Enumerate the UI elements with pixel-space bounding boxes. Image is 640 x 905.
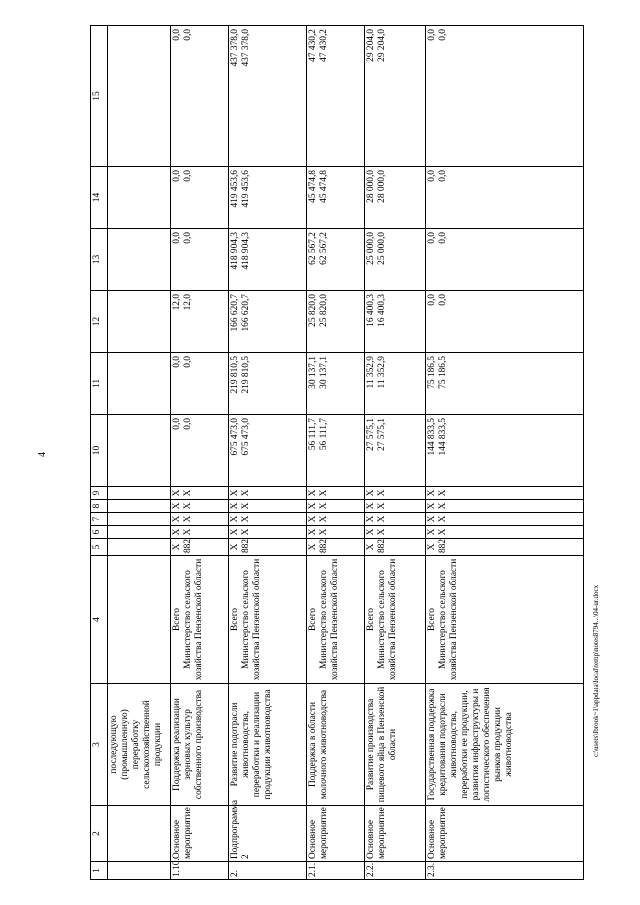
amount-value: 25 000,0 xyxy=(366,232,377,265)
amount-value: 144 833,5 xyxy=(427,418,438,456)
code-c5 xyxy=(365,539,426,556)
amount-value: 0,0 xyxy=(171,356,182,368)
code-value: Х xyxy=(319,528,330,536)
amount-value: 0,0 xyxy=(171,170,182,182)
row-number: 2.3. xyxy=(426,862,584,880)
amount-value: 144 833,5 xyxy=(438,418,449,456)
amount-value: 437 378,0 xyxy=(230,29,241,67)
code-value: Х xyxy=(427,528,438,536)
amount-c13 xyxy=(108,229,171,291)
amount-c14 xyxy=(426,167,584,229)
amount-value: 219 810,5 xyxy=(230,356,241,394)
amount-value: 28 000,0 xyxy=(377,170,388,203)
column-number-13: 13 xyxy=(91,229,108,291)
code-value: Х xyxy=(182,515,193,523)
code-value: Х xyxy=(241,502,252,510)
amount-c12 xyxy=(307,291,365,353)
column-number-4: 4 xyxy=(91,556,108,684)
code-value: Х xyxy=(308,543,319,551)
amount-value: 47 430,2 xyxy=(308,29,319,62)
amount-c15 xyxy=(426,26,584,167)
code-value: Х xyxy=(427,502,438,510)
amount-c12 xyxy=(108,291,171,353)
column-number-9: 9 xyxy=(91,487,108,500)
amount-value: 0,0 xyxy=(182,232,193,244)
code-c5 xyxy=(108,539,171,556)
code-c5 xyxy=(170,539,228,556)
amount-c15 xyxy=(108,26,171,167)
amount-c14 xyxy=(108,167,171,229)
amount-value: 27 575,1 xyxy=(366,418,377,451)
responsible-executor xyxy=(365,556,426,684)
code-c5 xyxy=(229,539,307,556)
column-number-3: 3 xyxy=(91,684,108,806)
code-c9 xyxy=(229,487,307,500)
column-number-2: 2 xyxy=(91,806,108,862)
code-c6 xyxy=(307,526,365,539)
code-value: 882 xyxy=(241,538,252,553)
column-number-5: 5 xyxy=(91,539,108,556)
amount-c12 xyxy=(229,291,307,353)
code-c9 xyxy=(307,487,365,500)
executor-label: Всего xyxy=(308,608,319,631)
table-row xyxy=(426,26,584,880)
amount-value: 47 430,2 xyxy=(319,29,330,62)
amount-value: 0,0 xyxy=(182,29,193,41)
amount-c11 xyxy=(307,353,365,415)
column-number-6: 6 xyxy=(91,526,108,539)
amount-value: 11 352,9 xyxy=(366,356,377,389)
row-number xyxy=(108,862,171,880)
amount-value: 29 204,0 xyxy=(366,29,377,62)
code-value: Х xyxy=(377,489,388,497)
code-value: Х xyxy=(241,489,252,497)
row-number: 2.1. xyxy=(307,862,365,880)
table-body xyxy=(108,26,584,880)
amount-value: 16 400,3 xyxy=(366,294,377,327)
row-number: 1.10. xyxy=(170,862,228,880)
executor-label: Всего xyxy=(427,608,438,631)
amount-c12 xyxy=(426,291,584,353)
code-value: Х xyxy=(171,502,182,510)
amount-value: 28 000,0 xyxy=(366,170,377,203)
code-c7 xyxy=(426,513,584,526)
code-c8 xyxy=(426,500,584,513)
code-c7 xyxy=(170,513,228,526)
code-value: Х xyxy=(427,543,438,551)
code-c8 xyxy=(365,500,426,513)
code-value: Х xyxy=(319,515,330,523)
event-name: Развитие подотрасли животноводства, переработки и реализации продукции животноводства xyxy=(229,684,307,806)
code-c6 xyxy=(365,526,426,539)
code-value: Х xyxy=(230,528,241,536)
code-value: 882 xyxy=(319,538,330,553)
amount-value: 0,0 xyxy=(171,232,182,244)
executor-label: Министерство сельского хозяйства Пензенской области xyxy=(241,558,263,681)
code-value: Х xyxy=(308,489,319,497)
code-value: Х xyxy=(230,502,241,510)
event-type: Основное мероприятие xyxy=(426,806,584,862)
amount-value: 30 137,1 xyxy=(308,356,319,389)
event-name: Поддержка в области молочного животноводства xyxy=(307,684,365,806)
code-c9 xyxy=(426,487,584,500)
code-value: Х xyxy=(438,528,449,536)
event-type: Основное мероприятие xyxy=(170,806,228,862)
code-value: Х xyxy=(182,528,193,536)
amount-value: 0,0 xyxy=(182,170,193,182)
amount-c10 xyxy=(170,415,228,487)
page-number: 4 xyxy=(37,452,48,457)
amount-c15 xyxy=(307,26,365,167)
amount-value: 0,0 xyxy=(438,170,449,182)
code-c8 xyxy=(307,500,365,513)
amount-c11 xyxy=(108,353,171,415)
table-row xyxy=(108,26,171,880)
code-value: Х xyxy=(366,528,377,536)
code-value: Х xyxy=(230,489,241,497)
row-number: 2. xyxy=(229,862,307,880)
code-value: Х xyxy=(377,528,388,536)
amount-c11 xyxy=(426,353,584,415)
code-c8 xyxy=(170,500,228,513)
code-value: 882 xyxy=(438,538,449,553)
row-number: 2.2. xyxy=(365,862,426,880)
responsible-executor xyxy=(170,556,228,684)
amount-value: 12,0 xyxy=(171,294,182,311)
amount-value: 16 400,3 xyxy=(377,294,388,327)
amount-c15 xyxy=(229,26,307,167)
amount-c12 xyxy=(170,291,228,353)
code-c5 xyxy=(307,539,365,556)
code-c6 xyxy=(426,526,584,539)
amount-value: 419 453,6 xyxy=(241,170,252,208)
responsible-executor xyxy=(307,556,365,684)
code-c7 xyxy=(365,513,426,526)
event-type: Основное мероприятие xyxy=(307,806,365,862)
code-c6 xyxy=(108,526,171,539)
code-c6 xyxy=(170,526,228,539)
amount-value: 219 810,5 xyxy=(241,356,252,394)
amount-value: 12,0 xyxy=(182,294,193,311)
amount-value: 418 904,3 xyxy=(241,232,252,270)
amount-value: 62 567,2 xyxy=(319,232,330,265)
budget-table xyxy=(90,25,584,880)
table-row xyxy=(307,26,365,880)
executor-label: Всего xyxy=(171,608,182,631)
responsible-executor xyxy=(229,556,307,684)
event-type xyxy=(108,806,171,862)
amount-value: 0,0 xyxy=(438,29,449,41)
amount-value: 675 473,0 xyxy=(230,418,241,456)
amount-value: 56 111,7 xyxy=(319,418,330,451)
amount-value: 0,0 xyxy=(171,418,182,430)
code-value: Х xyxy=(366,543,377,551)
amount-value: 675 473,0 xyxy=(241,418,252,456)
code-value: Х xyxy=(366,489,377,497)
amount-c13 xyxy=(365,229,426,291)
footer-file-path: c:\users\lbrook~1\appdata\local\temp\notes8794...\04-ur.docx xyxy=(592,584,600,757)
event-name: Поддержка реализации зерновых культур собственного производства xyxy=(170,684,228,806)
column-number-row xyxy=(91,26,108,880)
amount-value: 0,0 xyxy=(438,294,449,306)
column-number-8: 8 xyxy=(91,500,108,513)
amount-c14 xyxy=(307,167,365,229)
code-value: Х xyxy=(171,515,182,523)
code-c5 xyxy=(426,539,584,556)
amount-value: 0,0 xyxy=(182,418,193,430)
responsible-executor xyxy=(108,556,171,684)
amount-value: 25 820,0 xyxy=(319,294,330,327)
code-value: Х xyxy=(308,502,319,510)
column-number-11: 11 xyxy=(91,353,108,415)
amount-value: 75 186,5 xyxy=(438,356,449,389)
amount-c11 xyxy=(229,353,307,415)
code-value: Х xyxy=(230,515,241,523)
code-value: 882 xyxy=(182,538,193,553)
code-c9 xyxy=(108,487,171,500)
amount-c13 xyxy=(170,229,228,291)
amount-value: 56 111,7 xyxy=(308,418,319,451)
code-c7 xyxy=(108,513,171,526)
amount-c13 xyxy=(426,229,584,291)
amount-c10 xyxy=(229,415,307,487)
amount-value: 30 137,1 xyxy=(319,356,330,389)
code-value: Х xyxy=(171,543,182,551)
amount-value: 11 352,9 xyxy=(377,356,388,389)
code-c8 xyxy=(229,500,307,513)
amount-c11 xyxy=(365,353,426,415)
amount-value: 25 820,0 xyxy=(308,294,319,327)
amount-c10 xyxy=(426,415,584,487)
amount-value: 0,0 xyxy=(438,232,449,244)
amount-c13 xyxy=(229,229,307,291)
event-type: Основное мероприятие xyxy=(365,806,426,862)
column-number-10: 10 xyxy=(91,415,108,487)
code-c6 xyxy=(229,526,307,539)
executor-label: Всего xyxy=(230,608,241,631)
code-value: Х xyxy=(230,543,241,551)
amount-c14 xyxy=(365,167,426,229)
amount-value: 27 575,1 xyxy=(377,418,388,451)
amount-value: 0,0 xyxy=(171,29,182,41)
code-value: Х xyxy=(241,528,252,536)
amount-c10 xyxy=(108,415,171,487)
column-number-7: 7 xyxy=(91,513,108,526)
amount-c10 xyxy=(307,415,365,487)
event-name: Государственная поддержка кредитования подотрасли животноводства, переработки ее продукции, развития инфраструктуры и логистического обеспечения рынков продукции животноводства xyxy=(426,684,584,806)
event-name: последующую (промышленную) переработку сельскохозяйственной продукции xyxy=(108,684,171,806)
amount-c15 xyxy=(365,26,426,167)
amount-c15 xyxy=(170,26,228,167)
amount-value: 29 204,0 xyxy=(377,29,388,62)
code-value: Х xyxy=(438,502,449,510)
code-value: Х xyxy=(427,489,438,497)
column-number-1: 1 xyxy=(91,862,108,880)
budget-table-rotated xyxy=(90,29,584,880)
table-row xyxy=(365,26,426,880)
table-row xyxy=(229,26,307,880)
column-number-15: 15 xyxy=(91,26,108,167)
amount-value: 418 904,3 xyxy=(230,232,241,270)
code-value: 882 xyxy=(377,538,388,553)
executor-label: Министерство сельского хозяйства Пензенской области xyxy=(377,558,399,681)
amount-c12 xyxy=(365,291,426,353)
amount-value: 0,0 xyxy=(182,356,193,368)
amount-c11 xyxy=(170,353,228,415)
amount-c14 xyxy=(170,167,228,229)
column-number-14: 14 xyxy=(91,167,108,229)
code-value: Х xyxy=(427,515,438,523)
code-value: Х xyxy=(308,515,319,523)
amount-value: 0,0 xyxy=(427,170,438,182)
amount-c13 xyxy=(307,229,365,291)
code-c9 xyxy=(170,487,228,500)
amount-value: 0,0 xyxy=(427,232,438,244)
code-value: Х xyxy=(182,502,193,510)
code-value: Х xyxy=(366,515,377,523)
code-value: Х xyxy=(171,528,182,536)
code-value: Х xyxy=(377,515,388,523)
code-c7 xyxy=(229,513,307,526)
code-value: Х xyxy=(241,515,252,523)
amount-c14 xyxy=(229,167,307,229)
amount-value: 75 186,5 xyxy=(427,356,438,389)
amount-value: 437 378,0 xyxy=(241,29,252,67)
executor-label: Министерство сельского хозяйства Пензенской области xyxy=(438,558,460,681)
code-value: Х xyxy=(319,489,330,497)
event-name: Развитие производства пищевого яйца в Пензенской области xyxy=(365,684,426,806)
amount-value: 62 567,2 xyxy=(308,232,319,265)
event-type: Подпрограмма 2 xyxy=(229,806,307,862)
executor-label: Всего xyxy=(366,608,377,631)
code-value: Х xyxy=(308,528,319,536)
code-value: Х xyxy=(319,502,330,510)
amount-value: 45 474,8 xyxy=(319,170,330,203)
amount-value: 0,0 xyxy=(427,294,438,306)
amount-value: 25 000,0 xyxy=(377,232,388,265)
executor-label: Министерство сельского хозяйства Пензенской области xyxy=(319,558,341,681)
amount-c10 xyxy=(365,415,426,487)
code-value: Х xyxy=(438,489,449,497)
column-number-12: 12 xyxy=(91,291,108,353)
responsible-executor xyxy=(426,556,584,684)
code-c9 xyxy=(365,487,426,500)
amount-value: 166 620,7 xyxy=(241,294,252,332)
code-value: Х xyxy=(366,502,377,510)
amount-value: 166 620,7 xyxy=(230,294,241,332)
amount-value: 419 453,6 xyxy=(230,170,241,208)
table-row xyxy=(170,26,228,880)
code-c8 xyxy=(108,500,171,513)
code-value: Х xyxy=(377,502,388,510)
amount-value: 45 474,8 xyxy=(308,170,319,203)
code-value: Х xyxy=(171,489,182,497)
code-value: Х xyxy=(182,489,193,497)
amount-value: 0,0 xyxy=(427,29,438,41)
code-value: Х xyxy=(438,515,449,523)
code-c7 xyxy=(307,513,365,526)
executor-label: Министерство сельского хозяйства Пензенской области xyxy=(182,558,204,681)
